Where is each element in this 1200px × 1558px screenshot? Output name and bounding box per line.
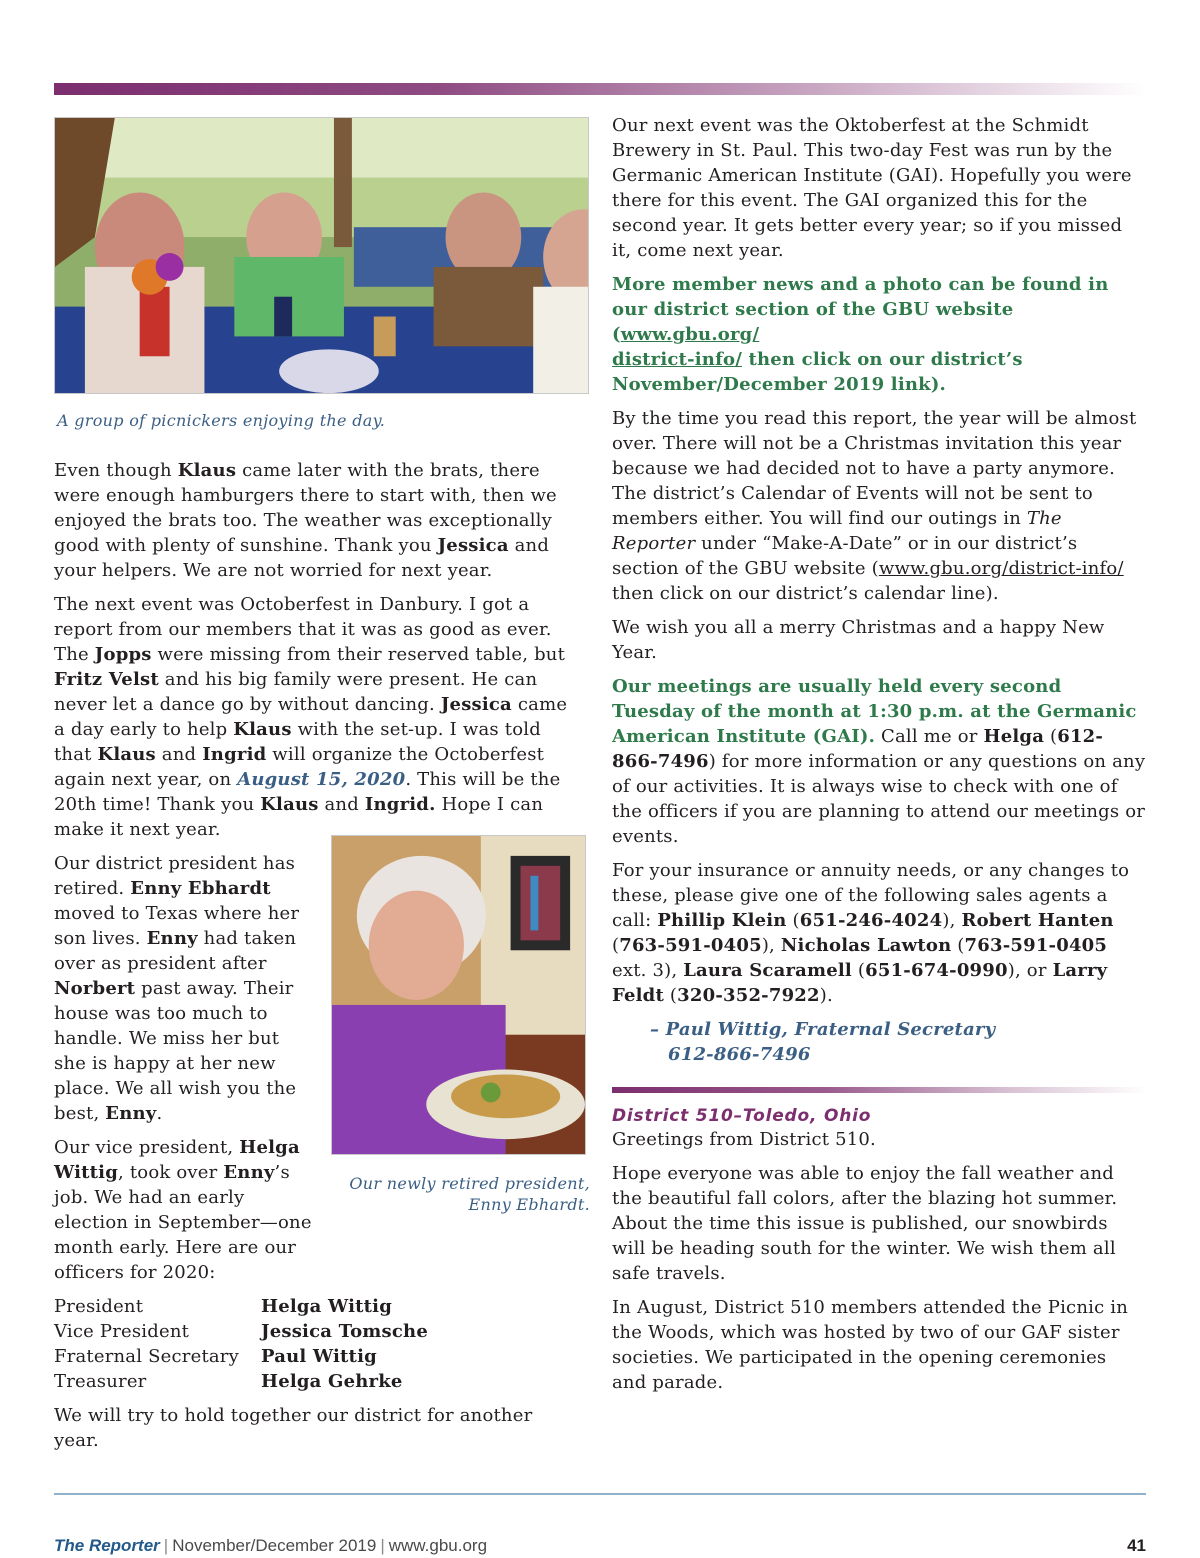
officer-role: Fraternal Secretary <box>54 1346 239 1367</box>
officer-name: Jessica Tomsche <box>261 1321 428 1342</box>
right-paragraph-6: For your insurance or annuity needs, or any changes to these, please give one of the following sales agents a call: Phillip Klein (651-246-4024), Robert Hanten (763-591-0405), Nicholas Lawton (763-591-0405 ext. 3), Laura Scaramell (651-674-0990), or Larry Feldt (320-352-7922). <box>612 860 1130 1006</box>
page-number: 41 <box>1127 1536 1146 1555</box>
picnic-photo <box>54 117 589 394</box>
right-paragraph-3: By the time you read this report, the year will be almost over. There will not be a Christmas invitation this year because we had decided not to have a party anymore. The district’s Calendar of Events will not be sent to members either. You will find our outings in The Reporter under “Make-A-Date” or in our district’s section of the GBU website (www.gbu.org/district-info/ then click on our district’s calendar line). <box>612 408 1137 604</box>
officers-table <box>54 1294 579 1394</box>
district-info-link[interactable]: www.gbu.org/ <box>620 324 760 345</box>
district-510-heading: District 510–Toledo, Ohio <box>612 1106 872 1126</box>
event-date: August 15, 2020 <box>237 769 406 790</box>
top-divider <box>54 83 1146 95</box>
district-info-link-continued[interactable]: district-info/ <box>612 349 742 370</box>
footer-divider <box>54 1493 1146 1495</box>
picnic-photo-caption: A group of picnickers enjoying the day. <box>57 411 386 430</box>
left-paragraph-1: Even though Klaus came later with the brats, there were enough hamburgers there to start with, then we enjoyed the brats too. The weather was exceptionally good with plenty of sunshine. Thank you Jessica and your helpers. We are not worried for next year. <box>54 460 557 581</box>
officer-role: President <box>54 1296 144 1317</box>
publication-name: The Reporter <box>54 1536 160 1555</box>
right-paragraph-1: Our next event was the Oktoberfest at the Schmidt Brewery in St. Paul. This two-day Fest was run by the Germanic American Institute (GAI). Hopefully you were there for this event. The GAI organized this for the second year. It gets better every year; so if you missed it, come next year. <box>612 115 1132 261</box>
footer: The Reporter | November/December 2019 | www.gbu.org 41 <box>54 1536 1146 1555</box>
left-paragraph-2: The next event was Octoberfest in Danbury. I got a report from our members that it was as good as ever. The Jopps were missing from their reserved table, but Fritz Velst and his big family were present. He can never let a dance go by without dancing. Jessica came a day early to help Klaus with the set-up. I was told that Klaus and Ingrid will organize the Octoberfest again next year, on August 15, 2020. This will be the 20th time! Thank you Klaus and Ingrid. Hope I can make it next year. <box>54 594 568 840</box>
website-note: More member news and a photo can be found in our district section of the GBU website (www.gbu.org/ district-info/ then click on our district’s November/December 2019 link). <box>612 274 1109 395</box>
website[interactable]: www.gbu.org <box>388 1536 488 1555</box>
left-paragraph-3: Our district president has retired. Enny Ebhardt moved to Texas where her son lives. Enny had taken over as president after Norbert past away. Their house was too much to handle. We miss her but she is happy at her new place. We all wish you the best, Enny. <box>54 853 300 1124</box>
calendar-link[interactable]: www.gbu.org/district-info/ <box>878 558 1124 579</box>
officer-role: Vice President <box>54 1321 190 1342</box>
officer-name: Helga Gehrke <box>261 1371 403 1392</box>
left-paragraph-4: Our vice president, Helga Wittig, took over Enny’s job. We had an early election in September—one month early. Here are our officers for 2020: <box>54 1137 312 1283</box>
officer-name: Helga Wittig <box>261 1296 393 1317</box>
president-photo <box>331 835 586 1155</box>
right-column <box>612 113 1146 1404</box>
district-510-paragraph-2: Hope everyone was able to enjoy the fall weather and the beautiful fall colors, after the blazing hot summer. About the time this issue is published, our snowbirds will be heading south for the winter. We wish them all safe travels. <box>612 1163 1118 1284</box>
right-paragraph-4: We wish you all a merry Christmas and a happy New Year. <box>612 617 1105 663</box>
officer-role: Treasurer <box>54 1371 147 1392</box>
president-photo-caption: Our newly retired president, Enny Ebhardt. <box>349 1174 590 1214</box>
officer-name: Paul Wittig <box>261 1346 377 1367</box>
issue-date: November/December 2019 <box>172 1536 377 1555</box>
right-paragraph-5: Our meetings are usually held every second Tuesday of the month at 1:30 p.m. at the Germanic American Institute (GAI). Call me or Helga (612-866-7496) for more information or any questions on any of our activities. It is always wise to check with one of the officers if you are planning to attend our meetings or events. <box>612 676 1146 847</box>
left-paragraph-5: We will try to hold together our district for another year. <box>54 1405 533 1451</box>
district-510-greeting: Greetings from District 510. <box>612 1129 876 1150</box>
section-divider <box>612 1087 1146 1093</box>
district-510-paragraph-3: In August, District 510 members attended the Picnic in the Woods, which was hosted by two of our GAF sister societies. We participated in the opening ceremonies and parade. <box>612 1297 1129 1393</box>
signature: – Paul Wittig, Fraternal Secretary 612-866-7496 <box>650 1019 996 1065</box>
